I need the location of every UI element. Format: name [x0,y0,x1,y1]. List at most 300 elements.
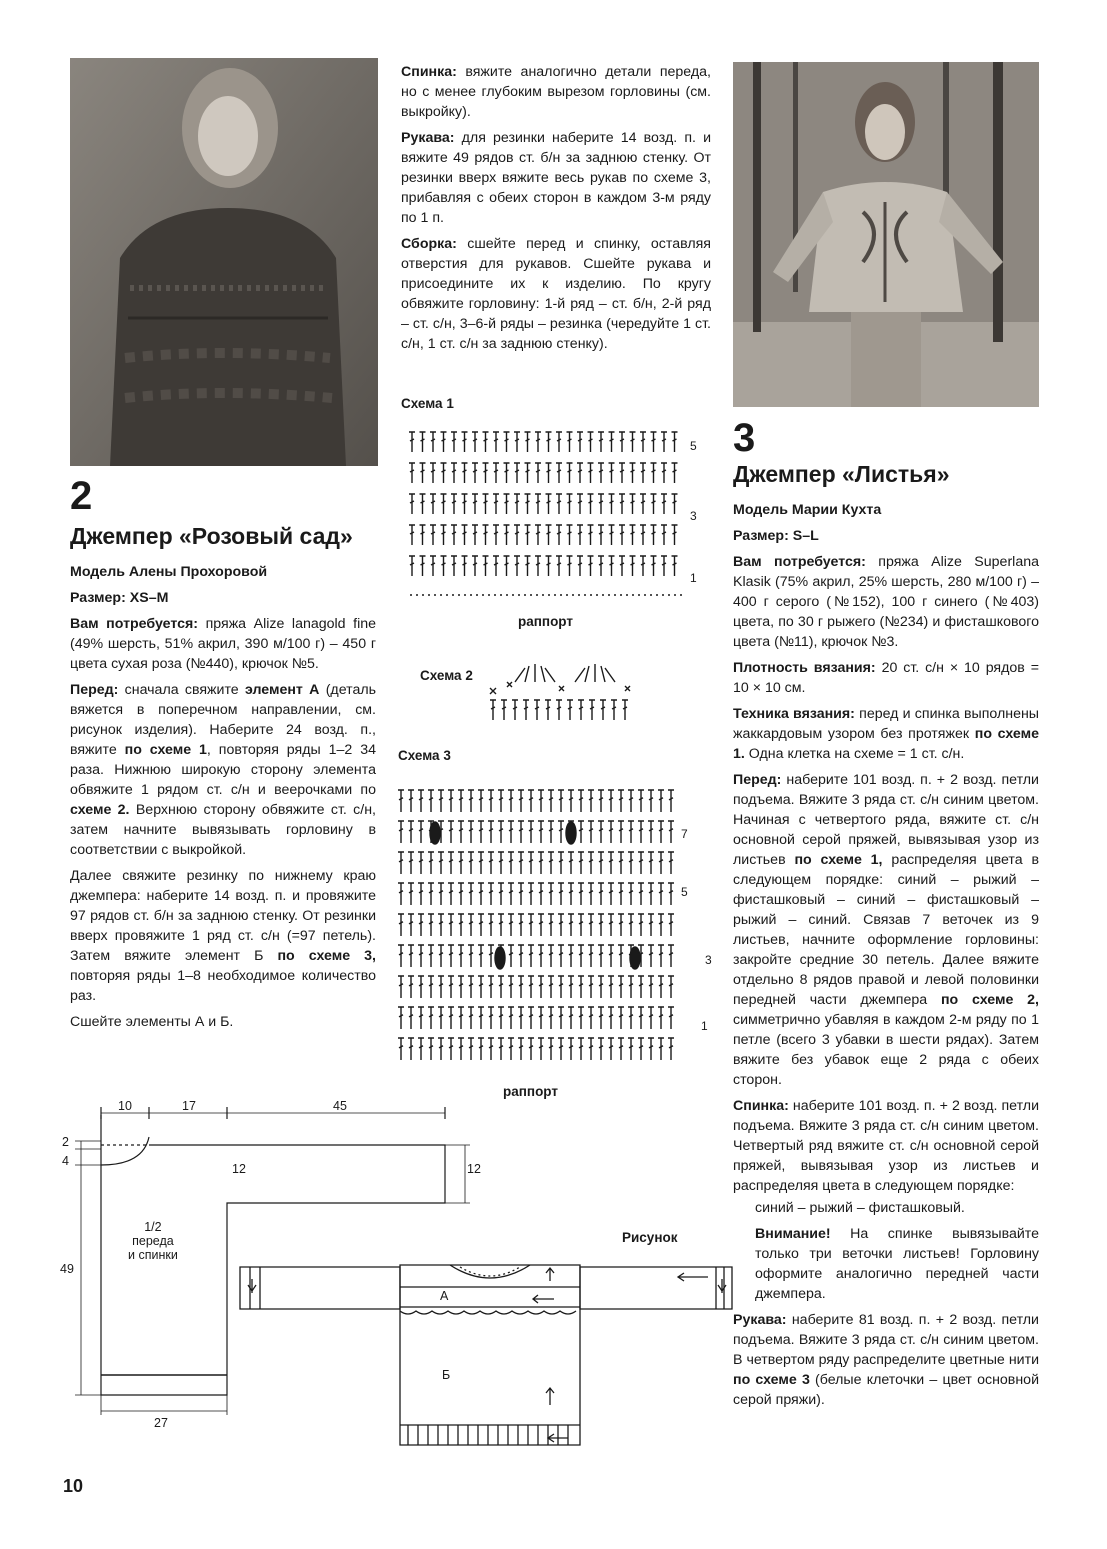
stitch-symbol [428,976,434,998]
stitch-symbol [448,1007,454,1029]
stitch-symbol [441,432,447,452]
stitch-symbol [518,883,524,905]
stitch-symbol [556,525,562,545]
stitch-symbol [409,432,415,452]
sleeves-paragraph [733,1310,1039,1410]
stitch-symbol [488,883,494,905]
stitch-symbol [668,945,674,967]
stitch-symbol [668,1038,674,1060]
stitch-symbol [420,463,426,483]
stitch-symbol [588,821,594,843]
stitch-symbol [568,790,574,812]
materials-label: Вам потребуется: [70,616,199,632]
stitch-symbol [567,525,573,545]
stitch-symbol [661,432,667,452]
stitch-symbol [588,945,594,967]
stitch-symbol [504,494,510,514]
stitch-symbol [512,700,518,720]
stitch-symbol [472,556,478,576]
front-scheme-ref: схеме 2. [70,802,130,818]
stitch-symbol [568,1038,574,1060]
attention-paragraph [733,1224,1039,1304]
stitch-symbol [518,1038,524,1060]
stitch-symbol [398,883,404,905]
stitch-symbol [619,525,625,545]
stitch-symbol [488,945,494,967]
stitch-symbol [508,883,514,905]
stitch-symbol [588,432,594,452]
stitch-symbol [478,1038,484,1060]
assembly-label: Сборка: [401,236,457,252]
stitch-symbol [568,976,574,998]
scheme-3-label: Схема 3 [398,748,451,763]
stitch-symbol [418,1038,424,1060]
technique-text: перед и спинка выполнены жаккардовым узором без протяжек [733,706,1039,742]
dim-half-width: 27 [154,1416,168,1430]
stitch-symbol [478,790,484,812]
stitch-symbol [568,914,574,936]
stitch-symbol [408,790,414,812]
front-scheme-ref: по схеме 2, [940,992,1040,1008]
model-3-title: Джемпер «Листья» [733,461,950,487]
stitch-symbol [648,976,654,998]
stitch-symbol [618,976,624,998]
stitch-symbol [548,914,554,936]
stitch-symbol [630,463,636,483]
stitch-symbol [472,463,478,483]
stitch-symbol [430,494,436,514]
stitch-symbol [514,525,520,545]
stitch-symbol [508,1038,514,1060]
stitch-symbol [488,914,494,936]
stitch-symbol [658,914,664,936]
stitch-symbol [598,914,604,936]
stitch-symbol [418,852,424,874]
stitch-symbol [408,976,414,998]
stitch-symbol [428,945,434,967]
stitch-symbol [638,914,644,936]
front-paragraph [70,680,376,860]
dim-armhole: 12 [232,1162,246,1176]
stitch-symbol [567,432,573,452]
stitch-symbol [608,852,614,874]
stitch-symbol [558,945,564,967]
stitch-symbol [483,494,489,514]
stitch-symbol [458,914,464,936]
size-label: Размер: [733,528,789,544]
stitch-symbol [535,556,541,576]
stitch-symbol [558,1007,564,1029]
stitch-symbol [518,852,524,874]
stitch-symbol [408,883,414,905]
stitch-symbol [578,945,584,967]
stitch-symbol [488,821,494,843]
stitch-symbol [618,945,624,967]
stitch-symbol [548,883,554,905]
materials-paragraph [70,614,376,674]
stitch-symbol [472,525,478,545]
stitch-symbol [493,556,499,576]
stitch-symbol [528,852,534,874]
stitch-symbol [598,852,604,874]
stitch-symbol [578,852,584,874]
stitch-symbol [628,883,634,905]
stitch-symbol [628,1038,634,1060]
model-2-number: 2 [70,474,93,518]
dim-neck-4: 4 [62,1154,69,1168]
stitch-symbol [630,494,636,514]
stitch-symbol [577,556,583,576]
stitch-symbol [468,976,474,998]
density-label: Плотность вязания: [733,660,876,676]
stitch-symbol [438,976,444,998]
stitch-symbol [462,494,468,514]
stitch-symbol [428,1007,434,1029]
stitch-symbol [468,1007,474,1029]
stitch-symbol [514,463,520,483]
front-paragraph [733,770,1039,1090]
stitch-symbol [409,556,415,576]
ribbing-paragraph [70,866,376,1006]
stitch-symbol [640,463,646,483]
stitch-symbol [538,1007,544,1029]
scheme-1-rapport: раппорт [518,614,573,629]
stitch-symbol [619,432,625,452]
materials-label: Вам потребуется: [733,554,866,570]
stitch-symbol [618,883,624,905]
scheme-3-row-1: 1 [701,1019,708,1033]
ribbing-text: повторяя ряды 1–8 необходимое количество раз. [70,968,376,1004]
stitch-symbol [588,556,594,576]
stitch-symbol [588,1007,594,1029]
stitch-symbol [651,432,657,452]
stitch-symbol [514,494,520,514]
materials-text: пряжа Alize lanagold fine (49% шерсть, 51% акрил, 390 м/100 г) – 450 г цвета сухая роза (№440), крючок №5. [70,616,376,672]
stitch-symbol [418,790,424,812]
back-text: наберите 101 возд. п. + 2 возд. петли подъема. Вяжите 3 ряда ст. с/н синим цветом. Четвертый ряд вяжите ст. с/н основной серой пряжей, вывязывая узор из листьев и распределяя цвета в следующем порядке: [733,1098,1039,1194]
stitch-symbol [618,914,624,936]
materials-paragraph [733,552,1039,652]
stitch-symbol [525,494,531,514]
stitch-symbol [518,945,524,967]
stitch-symbol [408,821,414,843]
stitch-symbol [458,883,464,905]
stitch-symbol [493,494,499,514]
front-text: (деталь вяжется в поперечном направлении, см. рисунок изделия). Наберите 24 возд. п., вяжите [70,682,377,758]
stitch-symbol [628,821,634,843]
drawing-label: Рисунок [622,1230,678,1245]
stitch-symbol [658,852,664,874]
stitch-symbol [418,821,424,843]
stitch-symbol [578,976,584,998]
stitch-symbol [598,432,604,452]
front-text: Верхнюю сторону обвяжите ст. с/н, затем начните вывязывать горловину в соответствии с выкройкой. [70,802,376,858]
stitch-symbol [514,556,520,576]
materials-text: пряжа Alize Superlana Klasik (75% акрил, 25% шерсть, 280 м/100 г) – 400 г серого (№152), 100 г синего (№403) цвета, по 30 г рыжего (№234) и фисташкового цвета (№11), крючок №3. [733,554,1039,650]
stitch-symbol [546,525,552,545]
stitch-symbol [535,463,541,483]
front-text: симметрично убавляя в каждом 2-м ряду по 1 петле (всего 3 убавки в шести рядах). Затем вяжите без убавок еще 2 ряда с обеих сторон. [733,1012,1039,1088]
stitch-symbol [462,463,468,483]
sleeves-scheme-ref: по схеме 3 [733,1372,810,1388]
stitch-symbol [558,1038,564,1060]
scheme-3-row-5: 5 [681,885,688,899]
stitch-symbol [462,556,468,576]
stitch-symbol [651,494,657,514]
stitch-symbol [556,432,562,452]
stitch-symbol [488,790,494,812]
stitch-symbol [398,945,404,967]
dim-body-height: 49 [60,1262,74,1276]
stitch-symbol [630,556,636,576]
stitch-symbol [548,1038,554,1060]
stitch-symbol [409,525,415,545]
back-label: Спинка: [733,1098,789,1114]
ribbing-scheme-ref: по схеме 3, [277,948,376,964]
stitch-symbol [638,790,644,812]
stitch-symbol [628,976,634,998]
stitch-symbol [468,790,474,812]
stitch-symbol [648,1038,654,1060]
stitch-symbol [488,852,494,874]
stitch-symbol [577,463,583,483]
stitch-symbol [608,914,614,936]
stitch-symbol [648,790,654,812]
stitch-symbol [600,700,606,720]
stitch-symbol [618,790,624,812]
sleeves-label: Рукава: [401,130,455,146]
stitch-symbol [598,556,604,576]
assembly-paragraph [401,234,711,354]
stitch-symbol [588,852,594,874]
stitch-symbol [608,1038,614,1060]
stitch-symbol [638,1038,644,1060]
stitch-symbol [478,883,484,905]
stitch-symbol [672,494,678,514]
stitch-symbol [428,790,434,812]
stitch-symbol [428,883,434,905]
stitch-symbol [658,1007,664,1029]
stitch-symbol [658,945,664,967]
stitch-symbol [556,700,562,720]
stitch-symbol [409,463,415,483]
stitch-symbol [609,525,615,545]
stitch-symbol [420,432,426,452]
model-3-size [733,526,819,546]
technique-paragraph [733,704,1039,764]
stitch-symbol [501,700,507,720]
stitch-symbol [558,821,564,843]
stitch-symbol [528,821,534,843]
stitch-symbol [588,1038,594,1060]
stitch-symbol [498,852,504,874]
model-3-author: Модель Марии Кухта [733,502,882,518]
stitch-symbol [588,883,594,905]
stitch-symbol [488,976,494,998]
model-3-number: 3 [733,416,756,460]
model-2-author: Модель Алены Прохоровой [70,564,268,580]
dim-sleeve-height: 12 [467,1162,481,1176]
element-a-label: А [440,1289,449,1303]
stitch-symbol [448,821,454,843]
stitch-symbol [548,976,554,998]
stitch-symbol [504,556,510,576]
stitch-symbol [504,525,510,545]
stitch-symbol [545,700,551,720]
stitch-symbol [558,790,564,812]
stitch-symbol [438,1007,444,1029]
stitch-symbol [638,976,644,998]
scheme-1-label: Схема 1 [401,396,454,411]
stitch-symbol [618,821,624,843]
stitch-symbol [508,1007,514,1029]
stitch-symbol [556,556,562,576]
stitch-symbol [438,790,444,812]
stitch-symbol [468,914,474,936]
front-text: , повторяя ряды 1–2 34 раза. Нижнюю широкую сторону элемента обвяжите 1 рядом ст. с/н и веерочками по [70,742,376,798]
stitch-symbol [398,1038,404,1060]
front-elem-a: элемент А [244,682,320,698]
stitch-symbol [508,945,514,967]
stitch-symbol [498,790,504,812]
stitch-symbol [651,525,657,545]
stitch-symbol [598,821,604,843]
stitch-symbol [458,1007,464,1029]
stitch-symbol [468,883,474,905]
stitch-symbol [648,945,654,967]
scheme-2-diagram [485,660,635,730]
stitch-symbol [668,976,674,998]
stitch-symbol [588,494,594,514]
stitch-symbol [430,432,436,452]
stitch-symbol [408,914,414,936]
photo-model-2 [70,58,378,466]
stitch-symbol [528,883,534,905]
stitch-symbol [488,1038,494,1060]
stitch-symbol [498,1038,504,1060]
stitch-symbol [546,432,552,452]
stitch-symbol [508,821,514,843]
stitch-symbol [558,976,564,998]
stitch-symbol [408,945,414,967]
back-paragraph [733,1096,1039,1196]
stitch-symbol [428,852,434,874]
stitch-symbol [567,556,573,576]
stitch-symbol [568,883,574,905]
stitch-symbol [638,883,644,905]
stitch-symbol [668,1007,674,1029]
stitch-symbol [493,432,499,452]
stitch-symbol [578,883,584,905]
stitch-symbol [528,790,534,812]
stitch-symbol [523,700,529,720]
stitch-symbol [598,1007,604,1029]
stitch-symbol [558,883,564,905]
stitch-symbol [548,790,554,812]
stitch-symbol [478,914,484,936]
stitch-symbol [451,463,457,483]
stitch-symbol [548,821,554,843]
photo-model-3 [733,62,1039,407]
technique-text: Одна клетка на схеме = 1 ст. с/н. [748,746,965,762]
stitch-symbol [628,852,634,874]
stitch-symbol [598,945,604,967]
stitch-symbol [430,463,436,483]
stitch-symbol [462,525,468,545]
stitch-symbol [640,525,646,545]
stitch-symbol [538,1038,544,1060]
stitch-symbol [578,1038,584,1060]
stitch-symbol [598,494,604,514]
garment-drawing [238,1255,738,1460]
stitch-symbol [619,463,625,483]
scheme-1-row-1: 1 [690,571,697,585]
sleeves-text: наберите 81 возд. п. + 2 возд. петли подъема. Вяжите 3 ряда ст. с/н синим цветом. В четвертом ряду распределите цветные нити [733,1312,1039,1368]
technique-label: Техника вязания: [733,706,855,722]
front-text: наберите 101 возд. п. + 2 возд. петли подъема. Вяжите 3 ряда ст. с/н синим цветом. Начиная с четвертого ряда, вяжите ст. с/н основной серой пряжей, вывязывая узор из листьев [733,772,1039,868]
back-colors: синий – рыжий – фисташковый. [755,1200,965,1216]
size-value: XS–M [129,590,169,606]
stitch-symbol [418,1007,424,1029]
sleeves-text: (белые клеточки – цвет основной серой пряжи). [733,1372,1039,1408]
stitch-symbol [538,976,544,998]
sleeves-label: Рукава: [733,1312,787,1328]
stitch-symbol [408,1007,414,1029]
stitch-symbol [408,1038,414,1060]
stitch-symbol [504,432,510,452]
stitch-symbol [640,494,646,514]
stitch-symbol [448,976,454,998]
stitch-symbol [441,463,447,483]
model-3-text [733,552,1039,1416]
stitch-symbol [518,821,524,843]
stitch-symbol [478,976,484,998]
stitch-symbol [438,1038,444,1060]
stitch-symbol [528,1007,534,1029]
stitch-symbol [538,914,544,936]
stitch-symbol [630,525,636,545]
stitch-symbol [648,821,654,843]
stitch-symbol [546,556,552,576]
stitch-symbol [483,556,489,576]
stitch-symbol [568,852,574,874]
stitch-symbol [589,700,595,720]
stitch-symbol [438,883,444,905]
stitch-symbol [483,525,489,545]
front-scheme-ref: по схеме 1, [794,852,883,868]
stitch-symbol [608,883,614,905]
stitch-symbol [598,1038,604,1060]
stitch-symbol [438,914,444,936]
stitch-symbol [518,976,524,998]
attention-text: На спинке вывязывайте только три веточки листьев! Горловину оформите аналогично передней части джемпера. [755,1226,1039,1302]
stitch-symbol [398,1007,404,1029]
stitch-symbol [567,494,573,514]
stitch-symbol [441,494,447,514]
front-text: распределяя цвета в следующем порядке: синий – рыжий – фисташковый – синий – фисташковый – рыжий – синий. Связав 7 веточек из 9 листьев, начните оформление горловины: закройте средние 30 петель. Далее вяжите отдельно 8 рядов правой и левой половинки передней части джемпера [733,852,1039,1008]
scheme-3-row-7: 7 [681,827,688,841]
stitch-symbol [668,914,674,936]
stitch-symbol [483,463,489,483]
stitch-symbol [498,883,504,905]
stitch-symbol [528,945,534,967]
stitch-symbol [418,945,424,967]
stitch-symbol [418,883,424,905]
stitch-symbol [630,432,636,452]
stitch-symbol [468,821,474,843]
stitch-symbol [538,790,544,812]
stitch-symbol [420,494,426,514]
